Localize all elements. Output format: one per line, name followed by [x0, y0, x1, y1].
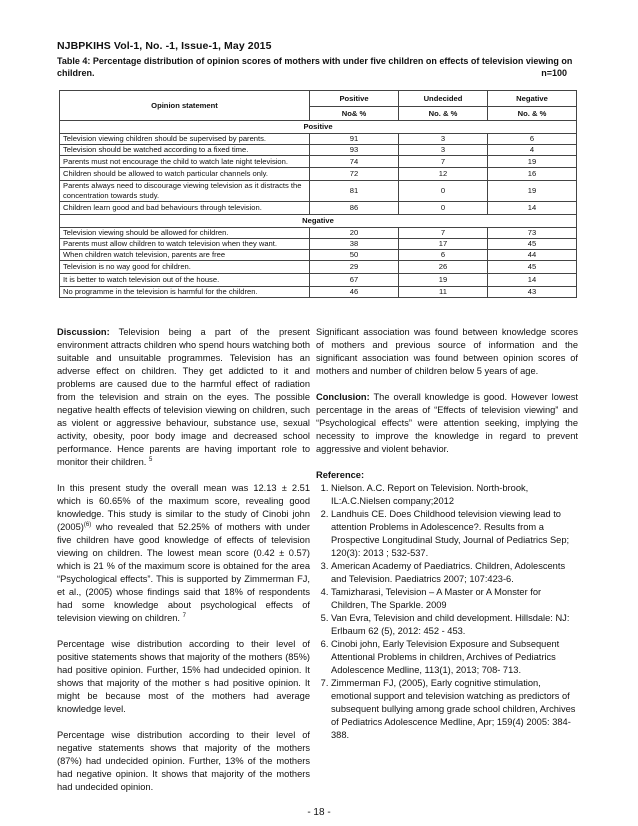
undecided-cell: 12: [399, 167, 488, 180]
negative-cell: 45: [488, 261, 577, 274]
statement-cell: Children learn good and bad behaviours through television.: [60, 201, 310, 214]
discussion-paragraph: [57, 326, 310, 469]
reference-item: 7. Zimmerman FJ, (2005), Early cognitive stimulation, emotional support and television watching as predictors of subsequent bullying among grade school children, Archives of Pediatrics Adolescence Medline, Apr; 159(4) 2005: 384- 388.: [331, 677, 578, 742]
positive-cell: 72: [310, 167, 399, 180]
reference-section: [316, 469, 578, 742]
statement-cell: When children watch television, parents are free: [60, 249, 310, 260]
positive-cell: 67: [310, 274, 399, 287]
reference-item: 5. Van Evra, Television and child development. Hillsdale: NJ: Erlbaum 62 (5), 2012: 452 - 453.: [331, 612, 578, 638]
negative-cell: 44: [488, 249, 577, 260]
section-positive: Positive: [60, 121, 577, 134]
positive-cell: 86: [310, 201, 399, 214]
negative-cell: 45: [488, 238, 577, 249]
header-negative: Negative: [488, 91, 577, 107]
association-paragraph: Significant association was found between knowledge scores of mothers and previous source of information and the significant association was found between opinion scores of mothers and number of children below 5 years of age.: [316, 327, 578, 376]
undecided-cell: 19: [399, 274, 488, 287]
reference-item: 4. Tamizharasi, Television – A Master or A Monster for Children, The Sparkle. 2009: [331, 586, 578, 612]
citation-ref: 5: [149, 456, 153, 463]
reference-list: [316, 482, 578, 742]
table-row: [60, 227, 577, 238]
left-column: [57, 326, 310, 807]
negative-statements-paragraph: Percentage wise distribution according to their level of negative statements shows that majority of the mothers (87%) had undecided opinion. Further, 13% of the mothers had negative opinion. It shows that majority of the mothers had undecided opinion.: [57, 730, 310, 792]
negative-cell: 14: [488, 201, 577, 214]
undecided-cell: 0: [399, 201, 488, 214]
results-paragraph: [57, 482, 310, 625]
statement-cell: Parents must not encourage the child to watch late night television.: [60, 156, 310, 167]
table-row: [60, 180, 577, 201]
results-text-b: who revealed that 52.25% of mothers with under five children have good knowledge of effects of television viewing on children. The lowest mean score (0.42 ± 0.57) which is 21 % of the maximum score is obtained for the area “Psychological effects”. This is supported by Zimmerman FJ, et al., (2005) whose findings said that 18% of respondents had some knowledge about psychological effects of television viewing on children.: [57, 522, 310, 623]
statement-cell: Television should be watched according to a fixed time.: [60, 145, 310, 156]
table-row: [60, 145, 577, 156]
undecided-cell: 26: [399, 261, 488, 274]
table-caption-text: Table 4: Percentage distribution of opinion scores of mothers with under five children on effects of television viewing on children.: [57, 56, 573, 78]
right-column: [316, 326, 578, 742]
statement-cell: No programme in the television is harmful for the children.: [60, 287, 310, 298]
undecided-cell: 17: [399, 238, 488, 249]
table-row: [60, 238, 577, 249]
table-row: [60, 201, 577, 214]
journal-header: NJBPKIHS Vol-1, No. -1, Issue-1, May 2015: [57, 40, 272, 52]
undecided-cell: 6: [399, 249, 488, 260]
statement-cell: Parents must allow children to watch television when they want.: [60, 238, 310, 249]
positive-cell: 20: [310, 227, 399, 238]
statement-cell: Television viewing children should be supervised by parents.: [60, 134, 310, 145]
undecided-cell: 0: [399, 180, 488, 201]
positive-cell: 38: [310, 238, 399, 249]
sample-size: n=100: [541, 68, 567, 78]
reference-item: 2. Landhuis CE. Does Childhood television viewing lead to attention Problems in Adolescence?. Results from a Prospective Longitudinal Study, Journal of Pediatrics Sep; 120(3): 2013 ; 532-537.: [331, 508, 578, 560]
statement-cell: Children should be allowed to watch particular channels only.: [60, 167, 310, 180]
discussion-heading: Discussion:: [57, 327, 110, 337]
citation-ref: (6): [83, 521, 92, 528]
negative-cell: 19: [488, 180, 577, 201]
subheader-positive: No& %: [310, 107, 399, 121]
opinion-table: [59, 90, 577, 298]
table-row: [60, 167, 577, 180]
reference-item: 6. Cinobi john, Early Television Exposure and Subsequent Attentional Problems in children, Archives of Pediatrics Adolescence Medline, 113(1), 2013; 708- 713.: [331, 638, 578, 677]
header-undecided: Undecided: [399, 91, 488, 107]
conclusion-heading: Conclusion:: [316, 392, 370, 402]
table-row: [60, 274, 577, 287]
undecided-cell: 7: [399, 227, 488, 238]
table-caption: [57, 55, 579, 79]
undecided-cell: 7: [399, 156, 488, 167]
conclusion-text: The overall knowledge is good. However lowest percentage in the areas of “Effects of television viewing” and “Psychological effects” were attention seeking, implying the necessity to improve the knowledge in regard to prevent aggressive and violent behavior.: [316, 392, 578, 454]
positive-cell: 91: [310, 134, 399, 145]
negative-cell: 14: [488, 274, 577, 287]
positive-cell: 29: [310, 261, 399, 274]
table-row: [60, 287, 577, 298]
statement-cell: Parents always need to discourage viewing television as it distracts the concentration towards study.: [60, 180, 310, 201]
undecided-cell: 3: [399, 145, 488, 156]
reference-item: 1. Nielson. A.C. Report on Television. North-brook, IL:A.C.Nielsen company;2012: [331, 482, 578, 508]
subheader-negative: No. & %: [488, 107, 577, 121]
results-text-a: In this present study the overall mean was 12.13 ± 2.51 which is 60.65% of the maximum score, revealing good knowledge. This study is similar to the study of Cinobi john (2005): [57, 483, 310, 532]
reference-item: 3. American Academy of Paediatrics. Children, Adolescents and Television. Paediatrics 2007; 107:423-6.: [331, 560, 578, 586]
statement-cell: Television is no way good for children.: [60, 261, 310, 274]
subheader-undecided: No. & %: [399, 107, 488, 121]
undecided-cell: 3: [399, 134, 488, 145]
table-row: [60, 156, 577, 167]
header-positive: Positive: [310, 91, 399, 107]
header-opinion-statement: Opinion statement: [60, 91, 310, 121]
citation-ref: 7: [182, 612, 186, 619]
positive-cell: 46: [310, 287, 399, 298]
positive-cell: 74: [310, 156, 399, 167]
negative-cell: 6: [488, 134, 577, 145]
discussion-text: Television being a part of the present environment attracts children who spend hours watching both suitable and unsuitable programmes. Television has an adverse effect on children. They get addicted to it and problems are caused due to the harmful effect of radiation from the television and strain on the eyes. The possible negative health effects of television viewing on children, such as violent or aggressive behaviour, substance use, sexual activity, obesity, poor body image and decreased school performance. Hence parents are having important role to monitor their children.: [57, 327, 310, 467]
statement-cell: Television viewing should be allowed for children.: [60, 227, 310, 238]
table-row: [60, 134, 577, 145]
negative-cell: 4: [488, 145, 577, 156]
positive-cell: 93: [310, 145, 399, 156]
negative-cell: 43: [488, 287, 577, 298]
page-number: - 18 -: [307, 807, 331, 818]
undecided-cell: 11: [399, 287, 488, 298]
statement-cell: It is better to watch television out of the house.: [60, 274, 310, 287]
negative-cell: 16: [488, 167, 577, 180]
section-negative: Negative: [60, 214, 577, 227]
positive-statements-paragraph: Percentage wise distribution according to their level of positive statements shows that majority of the mothers (85%) had positive opinion. Further, 15% had undecided opinion. It shows that majority of the mother s had positive opinion. It might be because most of the mothers had average knowledge level.: [57, 639, 310, 714]
positive-cell: 50: [310, 249, 399, 260]
table-row: [60, 261, 577, 274]
positive-cell: 81: [310, 180, 399, 201]
conclusion-paragraph: [316, 391, 578, 456]
reference-heading: Reference:: [316, 470, 365, 480]
table-row: [60, 249, 577, 260]
negative-cell: 73: [488, 227, 577, 238]
negative-cell: 19: [488, 156, 577, 167]
